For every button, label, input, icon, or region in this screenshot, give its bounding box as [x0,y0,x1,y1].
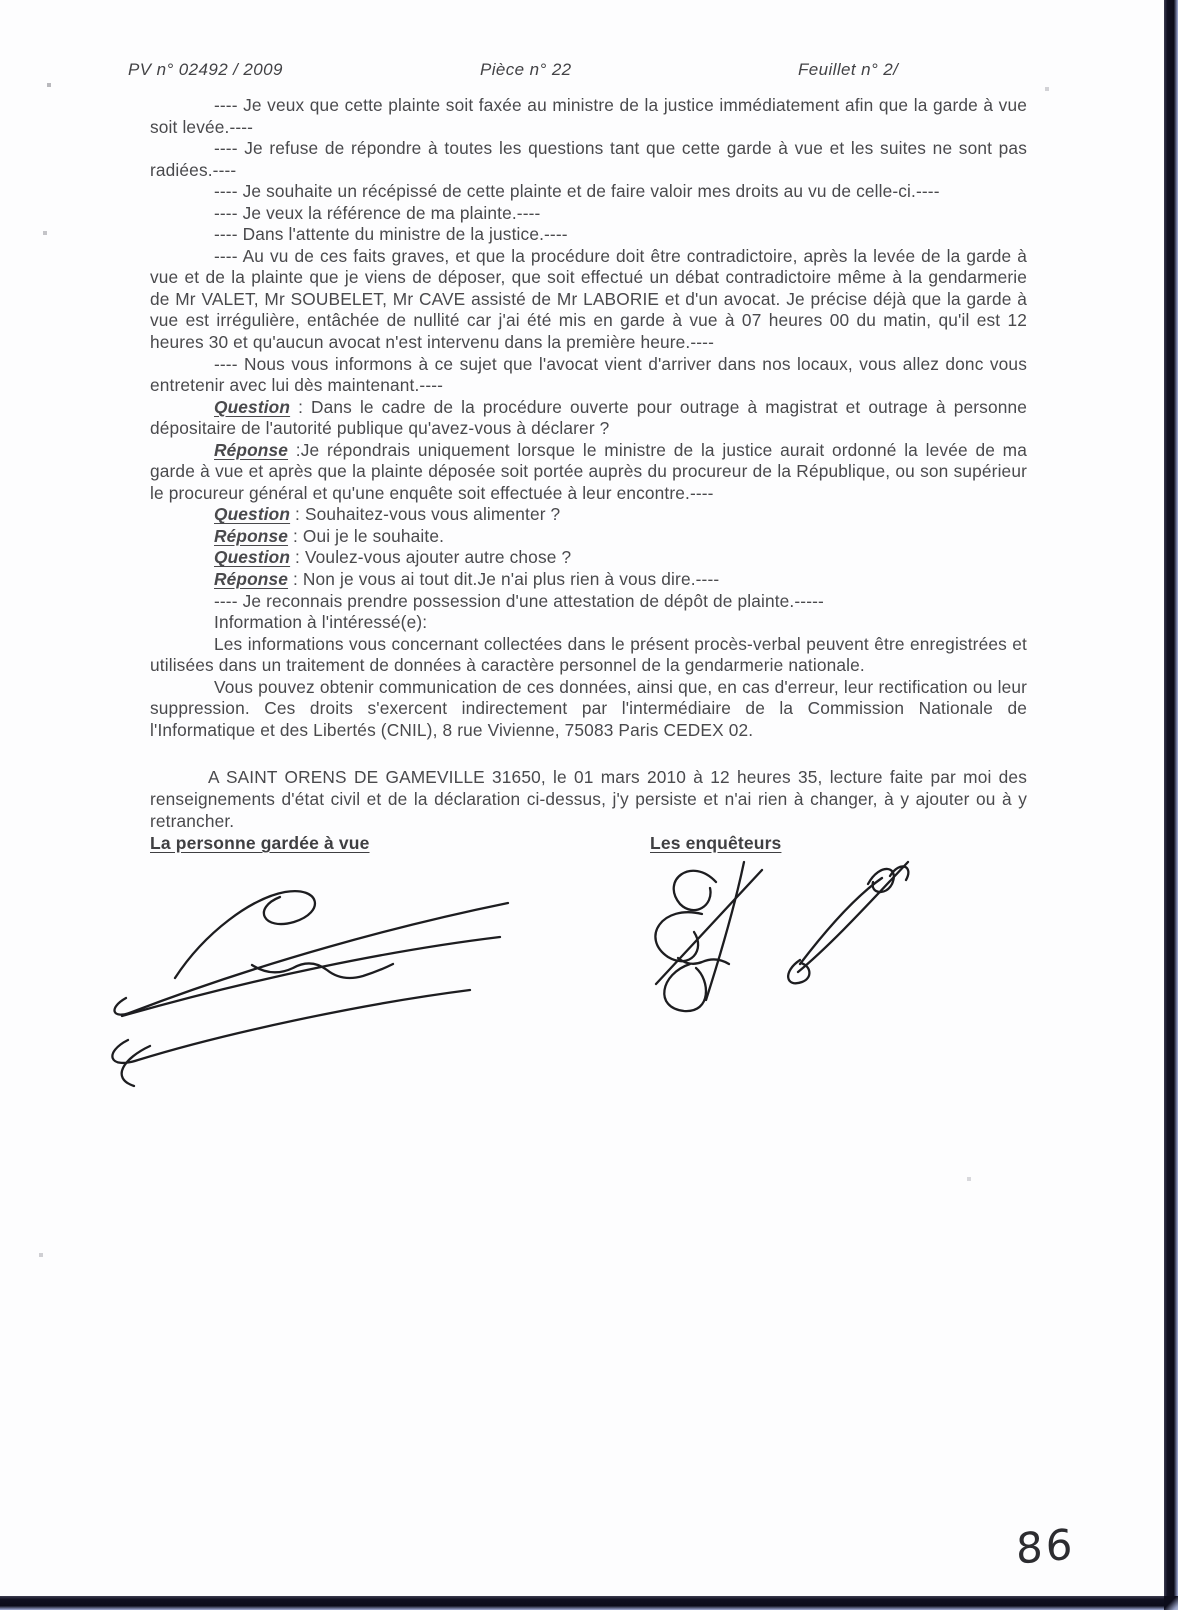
statement-paragraph: ---- Nous vous informons à ce sujet que l'avocat vient d'arriver dans nos locaux, vous allez donc vous entretenir avec lui dès maintenant.---- [150,353,1027,396]
pv-number: PV n° 02492 / 2009 [128,60,283,79]
signature-label-enqueteurs: Les enquêteurs [650,833,782,854]
qa-paragraph: Question : Dans le cadre de la procédure ouverte pour outrage à magistrat et outrage à personne dépositaire de l'autorité publique qu'avez-vous à déclarer ? [150,396,1027,439]
page-frame-right [1164,0,1178,1596]
statement-paragraph: Les informations vous concernant collectées dans le présent procès-verbal peuvent être enregistrées et utilisées dans un traitement de données à caractère personnel de la gendarmerie nationale. [150,633,1027,676]
statements-container [150,95,1027,741]
qa-paragraph: Question : Voulez-vous ajouter autre chose ? [214,547,572,568]
statement-paragraph: ---- Je souhaite un récépissé de cette plainte et de faire valoir mes droits au vu de celle-ci.---- [214,181,940,202]
qa-paragraph: Réponse :Je répondrais uniquement lorsque le ministre de la justice aurait ordonné la levée de ma garde à vue et après que la plainte déposée soit portée auprès du procureur de la République, ou son supérieur le procureur général et qu'une enquête soit effectuée à leur encontre.---- [150,439,1027,503]
page-frame-corner [1164,1596,1178,1610]
qa-label: Réponse [214,439,289,460]
document-body [150,95,1027,855]
qa-label: Question [214,504,291,525]
signature-enqueteur-1 [655,862,762,1011]
statement-paragraph: ---- Je reconnais prendre possession d'une attestation de dépôt de plainte.----- [214,590,824,611]
qa-label: Question [214,396,291,417]
qa-paragraph: Réponse : Oui je le souhaite. [214,525,445,546]
statement-paragraph: ---- Dans l'attente du ministre de la justice.---- [214,224,568,245]
qa-label: Réponse [214,569,289,590]
feuillet-number: Feuillet n° 2/ [798,60,899,79]
qa-paragraph: Réponse : Non je vous ai tout dit.Je n'ai plus rien à vous dire.---- [214,569,720,590]
qa-label: Réponse [214,525,289,546]
signature-label-garde-a-vue: La personne gardée à vue [150,833,370,854]
qa-label: Question [214,547,291,568]
page-frame-bottom [0,1596,1164,1610]
statement-paragraph: Information à l'intéressé(e): [214,612,428,633]
statement-paragraph: Vous pouvez obtenir communication de ces données, ainsi que, en cas d'erreur, leur rectification ou leur suppression. Ces droits s'exercent indirectement par l'intermédiaire de la Commission Nationale de l'Informatique et des Libertés (CNIL), 8 rue Vivienne, 75083 Paris CEDEX 02. [150,676,1027,740]
signature-garde-a-vue [112,891,508,1086]
handwritten-page-number: 86 [1015,1519,1076,1574]
scan-specks [0,0,2,2]
signature-labels-row [150,833,1027,855]
statement-paragraph: ---- Je veux que cette plainte soit faxée au ministre de la justice immédiatement afin que la garde à vue soit levée.---- [150,95,1027,137]
statement-paragraph: ---- Je veux la référence de ma plainte.---- [214,202,541,223]
signature-enqueteur-2 [788,862,908,983]
qa-paragraph: Question : Souhaitez-vous vous alimenter ? [214,504,561,525]
closing-paragraph: A SAINT ORENS DE GAMEVILLE 31650, le 01 mars 2010 à 12 heures 35, lecture faite par moi des renseignements d'état civil et de la déclaration ci-dessus, j'y persiste et n'ai rien à changer, à y ajouter ou à y retrancher. [150,767,1027,831]
statement-paragraph: ---- Au vu de ces faits graves, et que la procédure doit être contradictoire, après la levée de la garde à vue et de la plainte que je viens de déposer, que soit effectué un débat contradictoire même à la gendarmerie de Mr VALET, Mr SOUBELET, Mr CAVE assisté de Mr LABORIE et d'un avocat. Je précise déjà que la garde à vue est irrégulière, entâchée de nullité car j'ai été mis en garde à vue à 07 heures 00 du matin, qu'il est 12 heures 30 et qu'aucun avocat n'est intervenu dans la première heure.---- [150,245,1027,353]
piece-number: Pièce n° 22 [480,60,572,79]
statement-paragraph: ---- Je refuse de répondre à toutes les questions tant que cette garde à vue et les suites ne sont pas radiées.---- [150,138,1027,180]
